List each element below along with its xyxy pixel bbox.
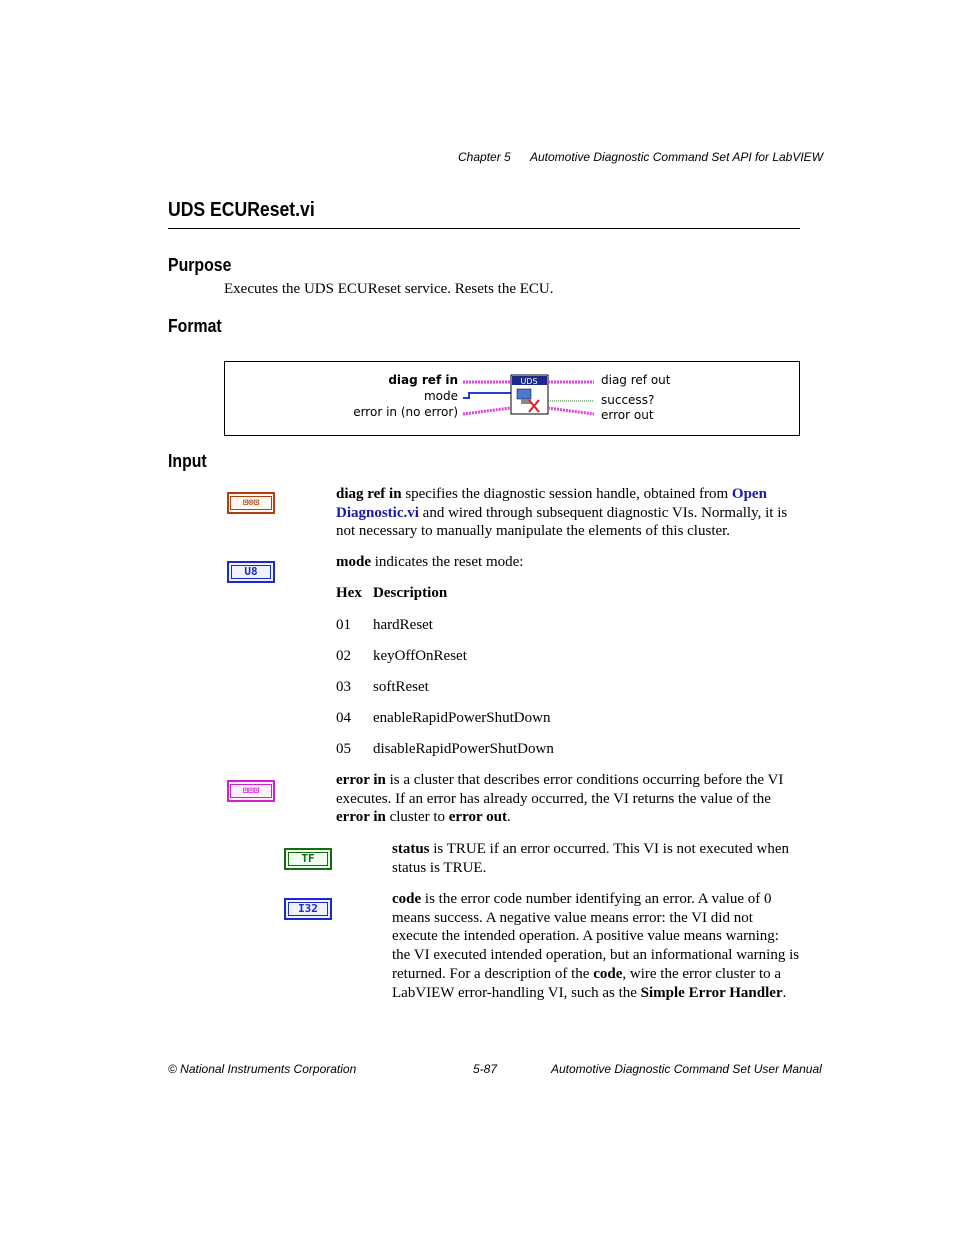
error-in-text2: cluster to xyxy=(385,809,449,826)
error-in-term: error in xyxy=(336,772,386,788)
vi-connector-icon xyxy=(459,372,599,417)
mode-row-desc: softReset xyxy=(373,679,429,695)
mode-row-hex: 03 xyxy=(336,679,351,695)
i32-glyph: I32 xyxy=(288,902,328,916)
diag-ref-in-text1: specifies the diagnostic session handle, obtained from xyxy=(401,486,732,502)
status-text: is TRUE if an error occurred. This VI is not executed when status is TRUE. xyxy=(392,841,790,876)
error-in-description xyxy=(336,771,800,827)
code-text2: , wire the error cluster to a LabVIEW error-handling VI, such as the xyxy=(392,965,782,1001)
error-in-text1: is a cluster that describes error conditions occurring before the VI executes. If an error has already occurred, the VI returns the value of the xyxy=(336,772,784,807)
footer-copyright: © National Instruments Corporation xyxy=(168,1062,357,1076)
success-label: success? xyxy=(601,393,655,407)
error-cluster-icon xyxy=(227,780,275,802)
code-description xyxy=(392,890,800,1002)
mode-row-hex: 01 xyxy=(336,617,351,633)
format-heading: Format xyxy=(168,316,222,336)
title-rule xyxy=(168,228,800,229)
open-diagnostic-link[interactable]: Open Diagnostic.vi xyxy=(336,486,767,521)
header-chapter: Chapter 5 xyxy=(458,150,511,164)
header-chapter-title: Automotive Diagnostic Command Set API for LabVIEW xyxy=(530,150,824,164)
input-heading: Input xyxy=(168,451,207,471)
connector-pane-diagram xyxy=(224,361,800,436)
i32-icon xyxy=(284,898,332,920)
mode-term: mode xyxy=(336,554,371,570)
mode-description xyxy=(336,553,800,572)
simple-error-handler-term: Simple Error Handler xyxy=(640,984,783,1001)
diag-ref-in-term: diag ref in xyxy=(336,486,402,502)
cluster-refnum-glyph: ⊡⊙⊡ xyxy=(230,496,272,510)
mode-row-hex: 05 xyxy=(336,741,351,757)
diag-ref-in-description xyxy=(336,485,800,541)
status-description xyxy=(392,840,800,877)
error-in-label: error in (no error) xyxy=(353,405,458,419)
diag-ref-in-text2: and wired through subsequent diagnostic VIs. Normally, it is not necessary to manually manipulate the elements of this cluster. xyxy=(336,504,788,540)
diag-ref-out-label: diag ref out xyxy=(601,373,671,387)
error-in-text3: . xyxy=(506,809,511,826)
u8-icon xyxy=(227,561,275,583)
u8-glyph: U8 xyxy=(231,565,271,579)
mode-row-desc: hardReset xyxy=(373,617,433,633)
boolean-tf-icon xyxy=(284,848,332,870)
status-term: status xyxy=(392,841,430,857)
error-cluster-glyph: ⊡⊡⊡ xyxy=(230,784,272,798)
page-title: UDS ECUReset.vi xyxy=(168,199,315,221)
purpose-text: Executes the UDS ECUReset service. Resets the ECU. xyxy=(224,281,554,297)
mode-row-desc: enableRapidPowerShutDown xyxy=(373,710,551,726)
footer-manual-title: Automotive Diagnostic Command Set User Manual xyxy=(551,1062,822,1076)
error-out-term: error out xyxy=(448,809,507,826)
mode-table-desc-header: Description xyxy=(373,585,448,601)
mode-row-hex: 04 xyxy=(336,710,351,726)
icon-banner: UDS xyxy=(520,377,538,386)
mode-label: mode xyxy=(423,389,458,403)
code-term: code xyxy=(392,891,422,907)
error-out-label: error out xyxy=(601,408,654,422)
mode-text: indicates the reset mode: xyxy=(371,554,524,570)
cluster-refnum-icon xyxy=(227,492,275,514)
mode-row-desc: disableRapidPowerShutDown xyxy=(373,741,554,757)
boolean-tf-glyph: TF xyxy=(288,852,328,866)
error-in-term2: error in xyxy=(336,809,386,826)
mode-row-desc: keyOffOnReset xyxy=(373,648,467,664)
mode-table-hex-header: Hex xyxy=(336,585,362,601)
purpose-heading: Purpose xyxy=(168,255,232,275)
code-text3: . xyxy=(782,984,787,1001)
code-term2: code xyxy=(593,965,623,982)
footer-page-number: 5-87 xyxy=(473,1062,498,1076)
code-text1: is the error code number identifying an error. A value of 0 means success. A negative value means error: the VI did not execute the intended operation. A positive value means warning: the VI executed intended operation, but an informational warning is returned. For a description of the xyxy=(392,891,800,982)
diag-ref-in-label: diag ref in xyxy=(388,373,458,387)
mode-row-hex: 02 xyxy=(336,648,351,664)
